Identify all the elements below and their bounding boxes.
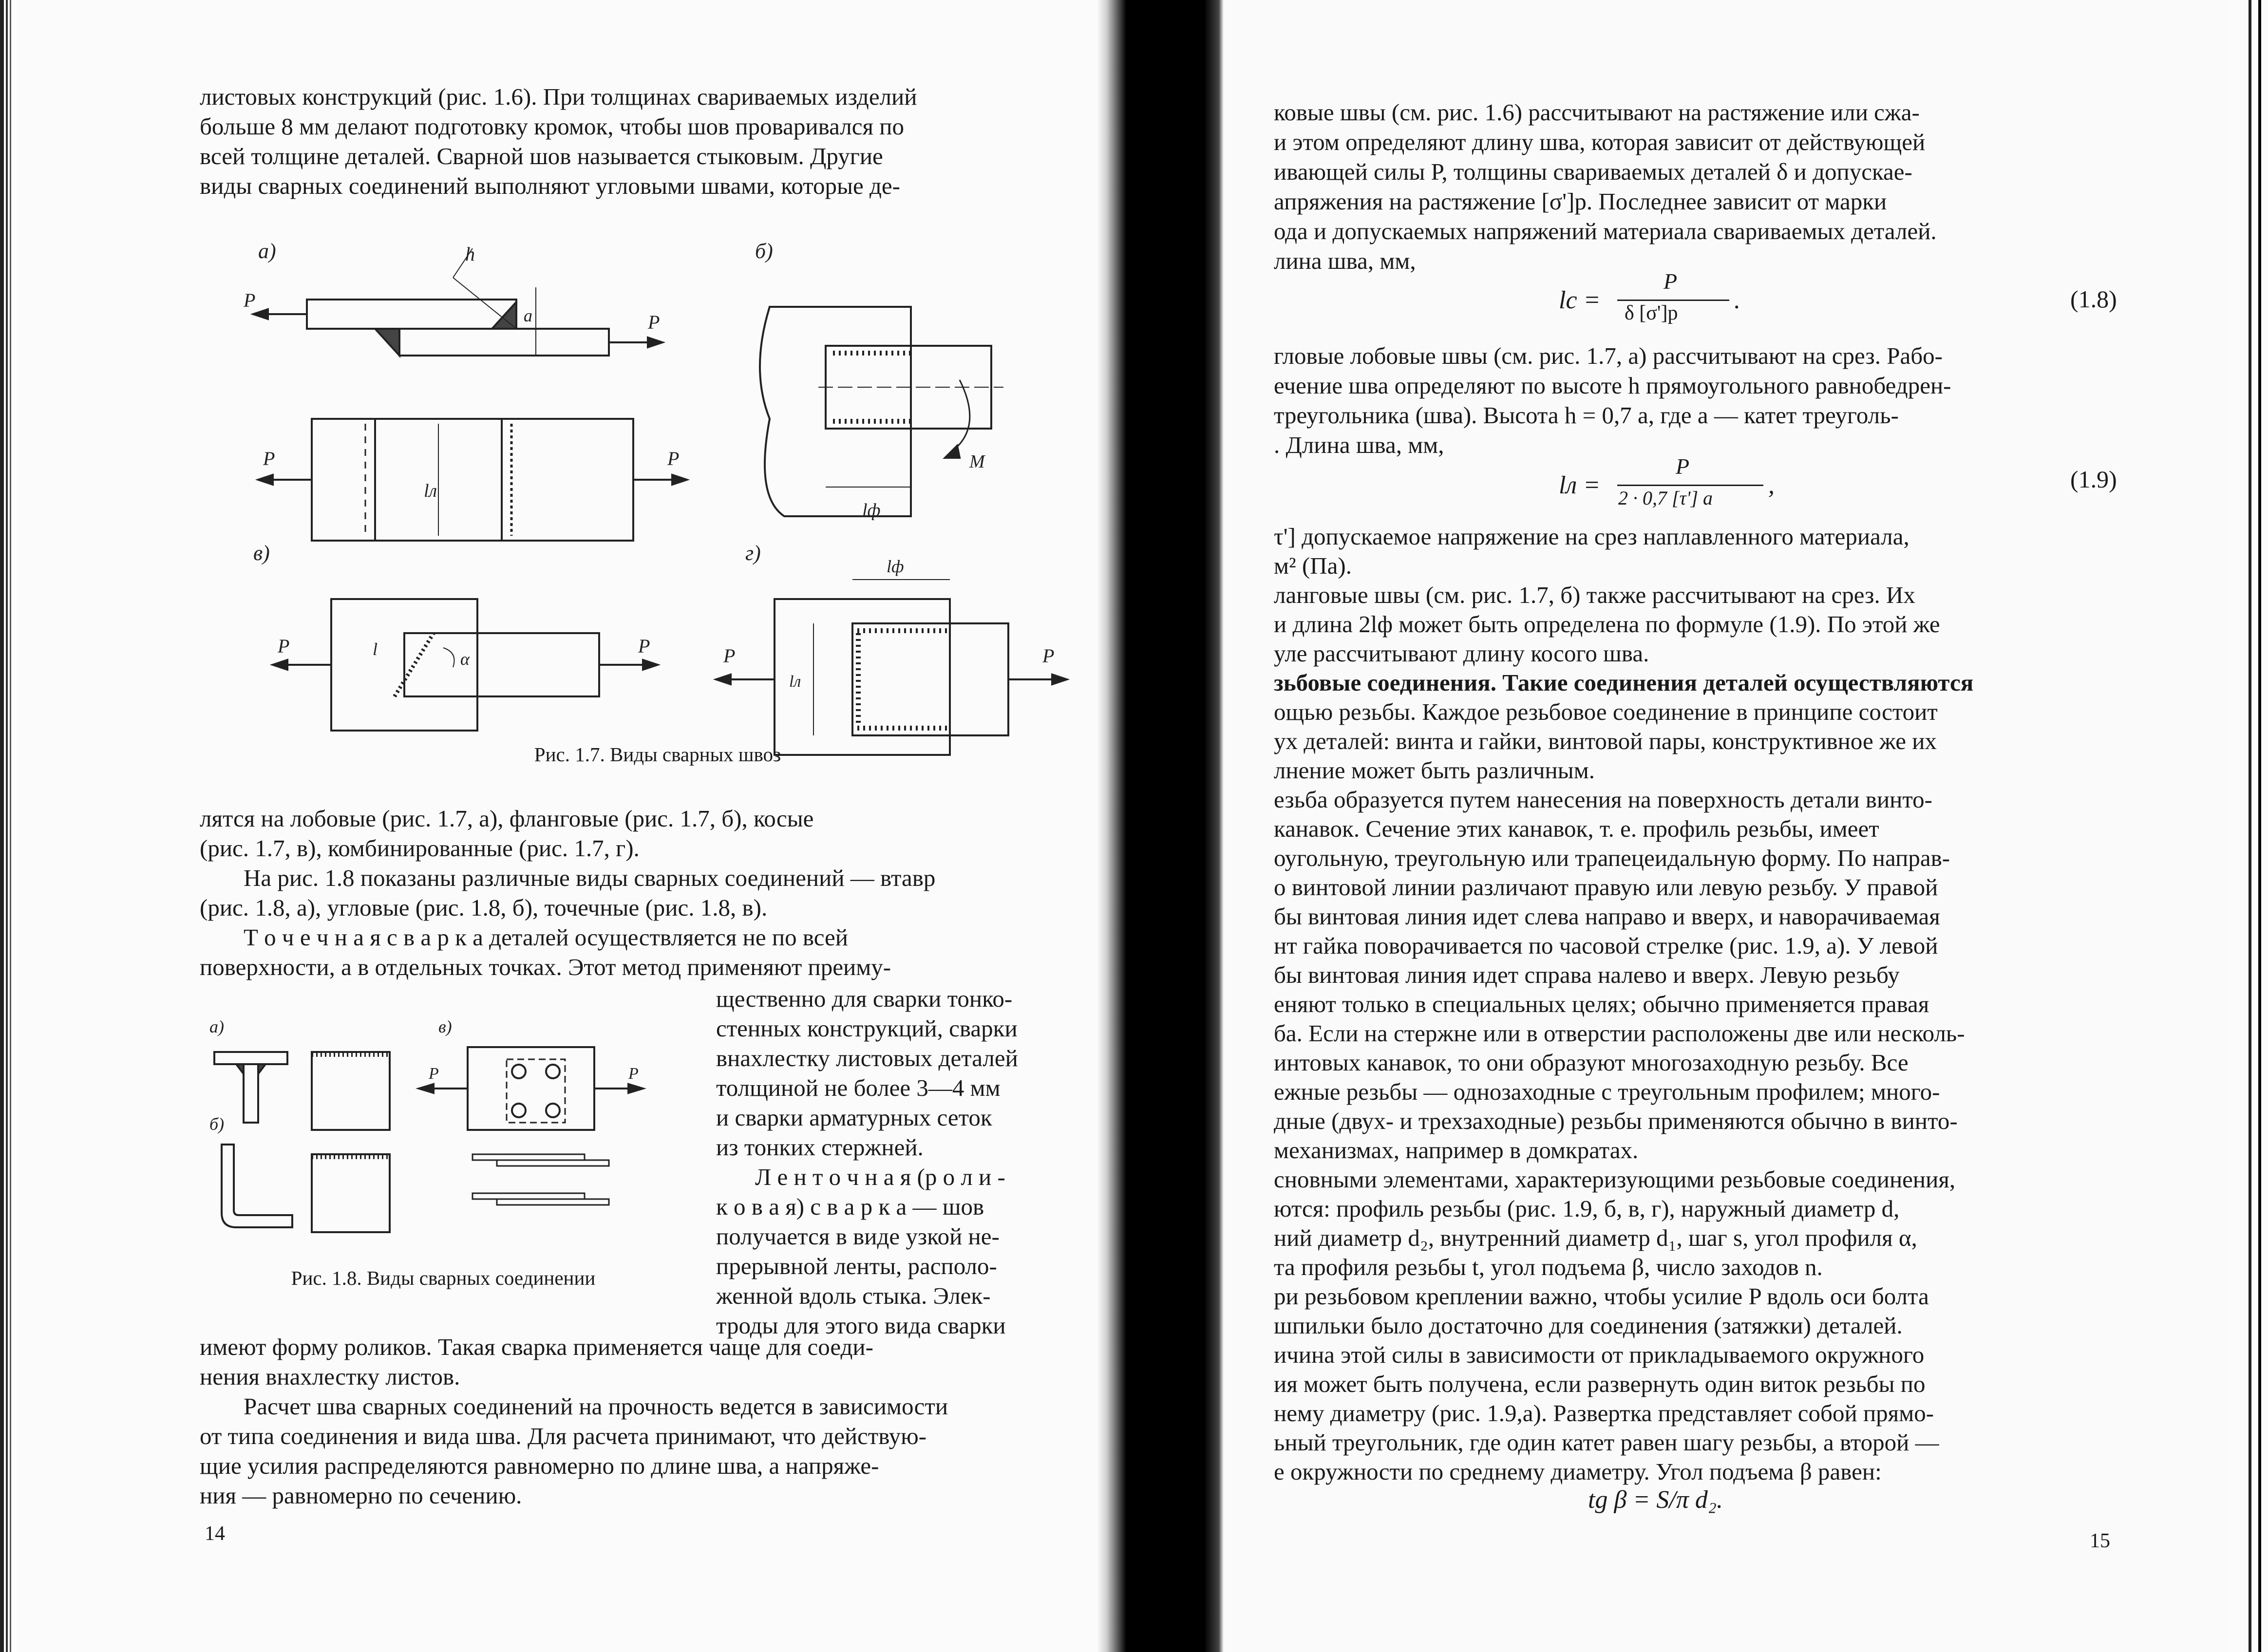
equation-number: (1.9) (2070, 466, 2117, 493)
text-line: лятся на лобовые (рис. 1.7, а), фланговые (рис. 1.7, б), косые (200, 805, 814, 832)
text-line: виды сварных соединений выполняют угловыми швами, которые де- (200, 172, 900, 199)
svg-text:M: M (969, 451, 985, 472)
text-line: гловые лобовые швы (см. рис. 1.7, а) рассчитывают на срез. Рабо- (1274, 342, 1943, 369)
text-line: Л е н т о ч н а я (р о л и - (755, 1164, 1005, 1190)
text-line: та профиля резьбы t, угол подъема β, число заходов n. (1274, 1254, 1823, 1280)
svg-text:lл: lл (789, 673, 801, 691)
svg-text:α: α (460, 649, 470, 669)
text-line: о винтовой линии различают правую или левую резьбу. У правой (1274, 874, 1938, 901)
page-edge (0, 0, 17, 1652)
text-line: . Длина шва, мм, (1274, 432, 1444, 458)
combined-weld (716, 557, 1067, 755)
text-line: ечение шва определяют по высоте h прямоугольного равнобедрен- (1274, 372, 1951, 399)
text-line: стенных конструкций, сварки (716, 1015, 1018, 1042)
text-line: получается в виде узкой не- (716, 1223, 1000, 1250)
right-page (1120, 0, 2268, 1652)
text-line: ух деталей: винта и гайки, винтовой пары, конструктивное же их (1274, 728, 1937, 754)
text-line: бы винтовая линия идет слева направо и вверх, и наворачиваемая (1274, 903, 1940, 930)
text-line: м² (Па). (1274, 552, 1352, 579)
text-line: внахлестку листовых деталей (716, 1045, 1018, 1071)
text-line: ивающей силы P, толщины свариваемых деталей δ и допускае- (1274, 158, 1912, 185)
formula-1-8: lс = P δ [σ']р . (1559, 269, 1740, 324)
text-line: ия может быть получена, если развернуть один виток резьбы по (1274, 1370, 1926, 1397)
page-edge (2229, 0, 2268, 1652)
text-line: ются: профиль резьбы (рис. 1.9, б, в, г), наружный диаметр d, (1274, 1195, 1900, 1222)
svg-text:l: l (373, 639, 378, 659)
panel-label: а) (258, 239, 276, 263)
text-line: ичина этой силы в зависимости от прикладываемого окружного (1274, 1341, 1925, 1368)
text-line: ковые швы (см. рис. 1.6) рассчитывают на растяжение или сжа- (1274, 99, 1920, 126)
text-line: ежные резьбы — однозаходные с треугольным профилем; много- (1274, 1078, 1940, 1105)
svg-text:lф: lф (887, 557, 904, 576)
svg-text:lф: lф (862, 500, 881, 521)
text-line: троды для этого вида сварки (716, 1312, 1006, 1339)
tee-joint (214, 1052, 390, 1130)
text-line: Расчет шва сварных соединений на прочность ведется в зависимости (244, 1393, 948, 1420)
text-line: ба. Если на стержне или в отверстии расположены две или несколь- (1274, 1020, 1965, 1047)
middle-paragraph (200, 804, 1091, 982)
text-line: щие усилия распределяются равномерно по длине шва, а напряже- (200, 1452, 879, 1479)
svg-text:а): а) (209, 1017, 224, 1036)
text-line: щественно для сварки тонко- (716, 985, 1013, 1012)
text-line: сновными элементами, характеризующими резьбовые соединения, (1274, 1166, 1956, 1193)
svg-text:a: a (524, 306, 532, 325)
formula-1-9: lл = P 2 · 0,7 [τ'] a , (1559, 454, 1775, 509)
svg-text:P: P (429, 1065, 439, 1083)
lap-joint-side (244, 243, 662, 356)
text-line: ощью резьбы. Каждое резьбовое соединение в принципе состоит (1274, 698, 1938, 725)
svg-text:h: h (465, 243, 475, 265)
svg-text:P: P (648, 311, 660, 333)
svg-text:б): б) (209, 1114, 225, 1134)
top-paragraph (200, 82, 1091, 201)
text-line: уле рассчитывают длину косого шва. (1274, 640, 1649, 667)
text-line: из тонких стержней. (716, 1134, 924, 1161)
text-line: На рис. 1.8 показаны различные виды сварных соединений — втавр (244, 864, 936, 891)
text-line: канавок. Сечение этих канавок, т. е. профиль резьбы, имеет (1274, 815, 1879, 842)
text-line: τ'] допускаемое напряжение на срез наплавленного материала, (1274, 523, 1909, 550)
side-paragraph (716, 984, 1091, 1340)
svg-text:P: P (723, 645, 736, 667)
figure-1-8 (195, 1013, 682, 1257)
text-line: ний диаметр d₂, внутренний диаметр d₁, шаг s, угол профиля α, (1274, 1224, 1917, 1251)
text-line: шпильки было достаточно для соединения (затяжки) деталей. (1274, 1312, 1903, 1339)
text-line: интовых канавок, то они образуют многозаходную резьбу. Все (1274, 1049, 1909, 1076)
text-line: к о в а я) с в а р к а — шов (716, 1193, 984, 1220)
svg-text:P: P (638, 635, 650, 657)
panel-label: в) (253, 541, 270, 565)
text-line: (рис. 1.8, а), угловые (рис. 1.8, б), точечные (рис. 1.8, в). (200, 894, 768, 921)
left-page (0, 0, 1120, 1652)
text-line: больше 8 мм делают подготовку кромок, чтобы шов проваривался по (200, 113, 904, 140)
svg-text:P: P (628, 1065, 639, 1083)
text-line: ьный треугольник, где один катет равен шагу резьбы, а второй — (1274, 1429, 1939, 1456)
svg-text:P: P (263, 448, 275, 469)
text-line: всей толщине деталей. Сварной шов называется стыковым. Другие (200, 143, 883, 169)
text-line: лнение может быть различным. (1274, 757, 1595, 784)
svg-text:lл: lл (424, 481, 437, 501)
text-line: лина шва, мм, (1274, 247, 1416, 274)
text-line: нему диаметру (рис. 1.9,а). Развертка представляет собой прямо- (1274, 1400, 1934, 1427)
equation-number: (1.8) (2070, 285, 2117, 313)
text-line: еняют только в специальных целях; обычно применяется правая (1274, 991, 1929, 1017)
text-line: апряжения на растяжение [σ']р. Последнее зависит от марки (1274, 188, 1887, 215)
paragraph-1 (1274, 97, 2243, 276)
svg-text:P: P (278, 635, 290, 657)
svg-text:в): в) (438, 1017, 452, 1036)
svg-text:P: P (667, 448, 680, 469)
text-line: нт гайка поворачивается по часовой стрелке (рис. 1.9, а). У левой (1274, 932, 1938, 959)
text-line: механизмах, например в домкратах. (1274, 1137, 1639, 1164)
paragraph-2 (1274, 341, 2243, 460)
text-line: (рис. 1.7, в), комбинированные (рис. 1.7, г). (200, 835, 640, 862)
text-line: прерывной ленты, располо- (716, 1253, 997, 1279)
text-line: дные (двух- и трехзаходные) резьбы применяются обычно в винто- (1274, 1108, 1958, 1134)
oblique-weld (273, 599, 658, 731)
text-line: треугольника (шва). Высота h = 0,7 a, где a — катет треуголь- (1274, 402, 1899, 429)
figure-1-7-caption: Рис. 1.7. Виды сварных швоз (534, 743, 781, 766)
text-line: бы винтовая линия идет справа налево и вверх. Левую резьбу (1274, 961, 1900, 988)
figure-1-7 (244, 224, 1072, 770)
paragraph-3 (1274, 522, 2243, 1486)
flank-weld (760, 307, 1003, 521)
panel-label: г) (745, 541, 761, 565)
text-line: поверхности, а в отдельных точках. Этот метод применяют преиму- (200, 954, 891, 980)
text-line: листовых конструкций (рис. 1.6). При толщинах свариваемых изделий (200, 83, 917, 110)
svg-text:P: P (1042, 645, 1055, 667)
text-line: женной вдоль стыка. Элек- (716, 1282, 991, 1309)
page-number: 14 (205, 1522, 225, 1545)
text-line: нения внахлестку листов. (200, 1363, 460, 1390)
corner-joint (222, 1145, 390, 1232)
text-line: е окружности по среднему диаметру. Угол подъема β равен: (1274, 1458, 1882, 1485)
text-line: ланговые швы (см. рис. 1.7, б) также рассчитывают на срез. Их (1274, 582, 1915, 608)
lap-joint-plan (258, 419, 687, 541)
figure-1-8-caption: Рис. 1.8. Виды сварных соединении (291, 1267, 596, 1289)
text-line: ри резьбовом креплении важно, чтобы усилие P вдоль оси болта (1274, 1283, 1929, 1310)
panel-label: б) (755, 239, 773, 263)
text-line: и длина 2lф может быть определена по формуле (1.9). По этой же (1274, 611, 1940, 638)
text-line: ода и допускаемых напряжений материала свариваемых деталей. (1274, 218, 1937, 244)
svg-text:P: P (244, 289, 256, 311)
text-line: имеют форму роликов. Такая сварка применяется чаще для соеди- (200, 1333, 873, 1360)
page-number: 15 (2090, 1530, 2110, 1552)
text-line: ния — равномерно по сечению. (200, 1482, 522, 1509)
bottom-paragraph (200, 1332, 1091, 1510)
text-line: оугольную, треугольную или трапецеидальную форму. По направ- (1274, 845, 1950, 871)
spot-joint (419, 1047, 643, 1205)
text-line: толщиной не более 3—4 мм (716, 1074, 1001, 1101)
text-line: от типа соединения и вида шва. Для расчета принимают, что действую- (200, 1423, 927, 1449)
text-line: и этом определяют длину шва, которая зависит от действующей (1274, 129, 1926, 155)
formula-tg-beta: tg β = S/π d₂. (1588, 1486, 1723, 1514)
text-line: езьба образуется путем нанесения на поверхность детали винто- (1274, 786, 1932, 813)
text-line: зьбовые соединения. Такие соединения деталей осуществляются (1274, 669, 1974, 696)
text-line: Т о ч е ч н а я с в а р к а деталей осуществляется не по всей (244, 924, 849, 951)
text-line: и сварки арматурных сеток (716, 1104, 992, 1131)
